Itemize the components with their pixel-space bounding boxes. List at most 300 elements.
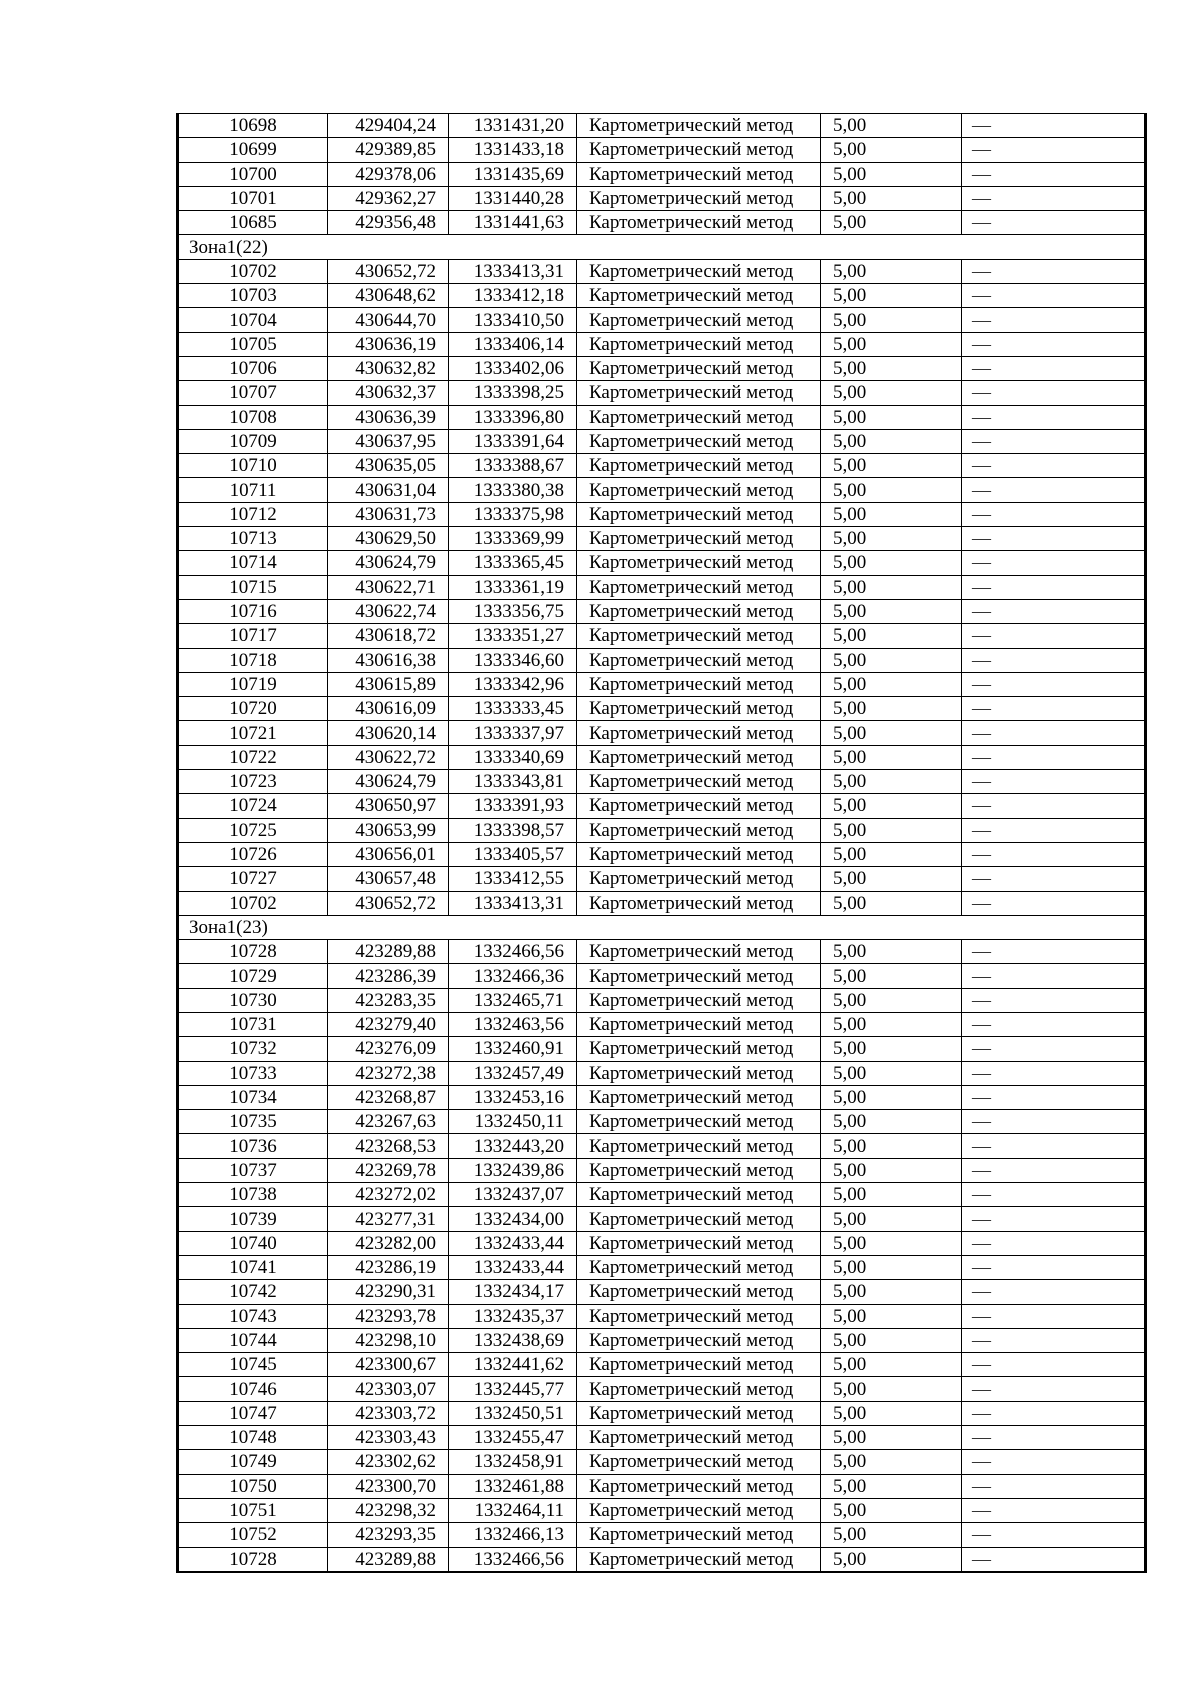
precision-cell: 5,00: [821, 381, 962, 405]
point-number-cell: 10748: [178, 1426, 328, 1450]
y-coordinate-cell: 1332434,17: [449, 1280, 577, 1304]
coordinates-table-body: [178, 114, 1146, 1572]
table-row: [178, 454, 1146, 478]
precision-cell: 5,00: [821, 988, 962, 1012]
y-coordinate-cell: 1332443,20: [449, 1134, 577, 1158]
x-coordinate-cell: 429404,24: [328, 114, 449, 138]
x-coordinate-cell: 430637,95: [328, 429, 449, 453]
y-coordinate-cell: 1332437,07: [449, 1183, 577, 1207]
x-coordinate-cell: 430632,82: [328, 356, 449, 380]
y-coordinate-cell: 1332433,44: [449, 1231, 577, 1255]
y-coordinate-cell: 1333413,31: [449, 259, 577, 283]
x-coordinate-cell: 423290,31: [328, 1280, 449, 1304]
y-coordinate-cell: 1331435,69: [449, 162, 577, 186]
description-cell: —: [962, 1061, 1146, 1085]
method-cell: Картометрический метод: [577, 1328, 821, 1352]
method-cell: Картометрический метод: [577, 770, 821, 794]
precision-cell: 5,00: [821, 1110, 962, 1134]
table-row: [178, 818, 1146, 842]
description-cell: —: [962, 770, 1146, 794]
point-number-cell: 10717: [178, 624, 328, 648]
precision-cell: 5,00: [821, 1085, 962, 1109]
method-cell: Картометрический метод: [577, 211, 821, 235]
method-cell: Картометрический метод: [577, 356, 821, 380]
point-number-cell: 10724: [178, 794, 328, 818]
precision-cell: 5,00: [821, 770, 962, 794]
point-number-cell: 10737: [178, 1158, 328, 1182]
table-row: [178, 697, 1146, 721]
point-number-cell: 10729: [178, 964, 328, 988]
y-coordinate-cell: 1332441,62: [449, 1353, 577, 1377]
method-cell: Картометрический метод: [577, 1377, 821, 1401]
method-cell: Картометрический метод: [577, 672, 821, 696]
y-coordinate-cell: 1333346,60: [449, 648, 577, 672]
point-number-cell: 10747: [178, 1401, 328, 1425]
point-number-cell: 10700: [178, 162, 328, 186]
method-cell: Картометрический метод: [577, 1426, 821, 1450]
table-row: [178, 429, 1146, 453]
method-cell: Картометрический метод: [577, 259, 821, 283]
table-row: [178, 114, 1146, 138]
method-cell: Картометрический метод: [577, 308, 821, 332]
description-cell: —: [962, 356, 1146, 380]
method-cell: Картометрический метод: [577, 162, 821, 186]
precision-cell: 5,00: [821, 818, 962, 842]
method-cell: Картометрический метод: [577, 964, 821, 988]
description-cell: —: [962, 721, 1146, 745]
method-cell: Картометрический метод: [577, 454, 821, 478]
description-cell: —: [962, 284, 1146, 308]
x-coordinate-cell: 430636,39: [328, 405, 449, 429]
x-coordinate-cell: 423289,88: [328, 1547, 449, 1572]
description-cell: —: [962, 1037, 1146, 1061]
y-coordinate-cell: 1332463,56: [449, 1012, 577, 1036]
method-cell: Картометрический метод: [577, 527, 821, 551]
y-coordinate-cell: 1333413,31: [449, 891, 577, 915]
description-cell: —: [962, 940, 1146, 964]
document-page: [176, 113, 1144, 1573]
point-number-cell: 10743: [178, 1304, 328, 1328]
y-coordinate-cell: 1333337,97: [449, 721, 577, 745]
point-number-cell: 10715: [178, 575, 328, 599]
precision-cell: 5,00: [821, 1255, 962, 1279]
method-cell: Картометрический метод: [577, 842, 821, 866]
zone-header-row: [178, 235, 1146, 259]
description-cell: —: [962, 1207, 1146, 1231]
description-cell: —: [962, 1547, 1146, 1572]
table-row: [178, 1037, 1146, 1061]
x-coordinate-cell: 430652,72: [328, 259, 449, 283]
point-number-cell: 10749: [178, 1450, 328, 1474]
point-number-cell: 10705: [178, 332, 328, 356]
method-cell: Картометрический метод: [577, 1304, 821, 1328]
x-coordinate-cell: 423283,35: [328, 988, 449, 1012]
point-number-cell: 10750: [178, 1474, 328, 1498]
description-cell: —: [962, 1523, 1146, 1547]
method-cell: Картометрический метод: [577, 794, 821, 818]
y-coordinate-cell: 1333343,81: [449, 770, 577, 794]
y-coordinate-cell: 1333398,25: [449, 381, 577, 405]
x-coordinate-cell: 423268,53: [328, 1134, 449, 1158]
table-row: [178, 721, 1146, 745]
point-number-cell: 10704: [178, 308, 328, 332]
description-cell: —: [962, 381, 1146, 405]
table-row: [178, 940, 1146, 964]
table-row: [178, 405, 1146, 429]
precision-cell: 5,00: [821, 648, 962, 672]
method-cell: Картометрический метод: [577, 648, 821, 672]
description-cell: —: [962, 551, 1146, 575]
method-cell: Картометрический метод: [577, 1061, 821, 1085]
y-coordinate-cell: 1332434,00: [449, 1207, 577, 1231]
description-cell: —: [962, 1280, 1146, 1304]
precision-cell: 5,00: [821, 186, 962, 210]
point-number-cell: 10698: [178, 114, 328, 138]
method-cell: Картометрический метод: [577, 284, 821, 308]
x-coordinate-cell: 430631,04: [328, 478, 449, 502]
y-coordinate-cell: 1333402,06: [449, 356, 577, 380]
precision-cell: 5,00: [821, 1474, 962, 1498]
precision-cell: 5,00: [821, 527, 962, 551]
point-number-cell: 10730: [178, 988, 328, 1012]
precision-cell: 5,00: [821, 697, 962, 721]
x-coordinate-cell: 423289,88: [328, 940, 449, 964]
description-cell: —: [962, 1085, 1146, 1109]
x-coordinate-cell: 423272,38: [328, 1061, 449, 1085]
description-cell: —: [962, 478, 1146, 502]
table-row: [178, 794, 1146, 818]
description-cell: —: [962, 988, 1146, 1012]
table-row: [178, 308, 1146, 332]
x-coordinate-cell: 429378,06: [328, 162, 449, 186]
description-cell: —: [962, 1255, 1146, 1279]
precision-cell: 5,00: [821, 867, 962, 891]
y-coordinate-cell: 1332455,47: [449, 1426, 577, 1450]
x-coordinate-cell: 430615,89: [328, 672, 449, 696]
x-coordinate-cell: 430636,19: [328, 332, 449, 356]
x-coordinate-cell: 423303,43: [328, 1426, 449, 1450]
table-row: [178, 867, 1146, 891]
table-row: [178, 162, 1146, 186]
precision-cell: 5,00: [821, 1231, 962, 1255]
table-row: [178, 1110, 1146, 1134]
x-coordinate-cell: 429389,85: [328, 138, 449, 162]
precision-cell: 5,00: [821, 332, 962, 356]
point-number-cell: 10725: [178, 818, 328, 842]
y-coordinate-cell: 1332466,56: [449, 1547, 577, 1572]
y-coordinate-cell: 1332445,77: [449, 1377, 577, 1401]
table-row: [178, 988, 1146, 1012]
y-coordinate-cell: 1332450,11: [449, 1110, 577, 1134]
x-coordinate-cell: 423303,72: [328, 1401, 449, 1425]
point-number-cell: 10702: [178, 259, 328, 283]
table-row: [178, 1474, 1146, 1498]
method-cell: Картометрический метод: [577, 405, 821, 429]
point-number-cell: 10722: [178, 745, 328, 769]
precision-cell: 5,00: [821, 114, 962, 138]
x-coordinate-cell: 430622,72: [328, 745, 449, 769]
point-number-cell: 10718: [178, 648, 328, 672]
y-coordinate-cell: 1333391,64: [449, 429, 577, 453]
point-number-cell: 10702: [178, 891, 328, 915]
precision-cell: 5,00: [821, 162, 962, 186]
table-row: [178, 1183, 1146, 1207]
y-coordinate-cell: 1333410,50: [449, 308, 577, 332]
precision-cell: 5,00: [821, 1353, 962, 1377]
description-cell: —: [962, 867, 1146, 891]
precision-cell: 5,00: [821, 940, 962, 964]
y-coordinate-cell: 1333342,96: [449, 672, 577, 696]
description-cell: —: [962, 1498, 1146, 1522]
description-cell: —: [962, 1353, 1146, 1377]
table-row: [178, 1328, 1146, 1352]
precision-cell: 5,00: [821, 1280, 962, 1304]
precision-cell: 5,00: [821, 1183, 962, 1207]
description-cell: —: [962, 405, 1146, 429]
x-coordinate-cell: 430656,01: [328, 842, 449, 866]
x-coordinate-cell: 430616,38: [328, 648, 449, 672]
y-coordinate-cell: 1332466,36: [449, 964, 577, 988]
y-coordinate-cell: 1333365,45: [449, 551, 577, 575]
description-cell: —: [962, 186, 1146, 210]
table-row: [178, 478, 1146, 502]
description-cell: —: [962, 1377, 1146, 1401]
y-coordinate-cell: 1332453,16: [449, 1085, 577, 1109]
description-cell: —: [962, 1328, 1146, 1352]
point-number-cell: 10728: [178, 940, 328, 964]
point-number-cell: 10685: [178, 211, 328, 235]
method-cell: Картометрический метод: [577, 721, 821, 745]
x-coordinate-cell: 430652,72: [328, 891, 449, 915]
table-row: [178, 332, 1146, 356]
zone-label: Зона1(23): [178, 915, 1146, 939]
x-coordinate-cell: 430622,71: [328, 575, 449, 599]
table-row: [178, 1061, 1146, 1085]
y-coordinate-cell: 1331431,20: [449, 114, 577, 138]
precision-cell: 5,00: [821, 599, 962, 623]
method-cell: Картометрический метод: [577, 332, 821, 356]
description-cell: —: [962, 745, 1146, 769]
y-coordinate-cell: 1333333,45: [449, 697, 577, 721]
description-cell: —: [962, 1231, 1146, 1255]
point-number-cell: 10736: [178, 1134, 328, 1158]
x-coordinate-cell: 430644,70: [328, 308, 449, 332]
table-row: [178, 138, 1146, 162]
description-cell: —: [962, 1450, 1146, 1474]
method-cell: Картометрический метод: [577, 1547, 821, 1572]
point-number-cell: 10716: [178, 599, 328, 623]
table-row: [178, 1255, 1146, 1279]
x-coordinate-cell: 423300,67: [328, 1353, 449, 1377]
y-coordinate-cell: 1333361,19: [449, 575, 577, 599]
description-cell: —: [962, 818, 1146, 842]
x-coordinate-cell: 430632,37: [328, 381, 449, 405]
method-cell: Картометрический метод: [577, 1280, 821, 1304]
point-number-cell: 10746: [178, 1377, 328, 1401]
precision-cell: 5,00: [821, 284, 962, 308]
method-cell: Картометрический метод: [577, 551, 821, 575]
table-row: [178, 1280, 1146, 1304]
point-number-cell: 10742: [178, 1280, 328, 1304]
x-coordinate-cell: 430657,48: [328, 867, 449, 891]
x-coordinate-cell: 423298,10: [328, 1328, 449, 1352]
point-number-cell: 10720: [178, 697, 328, 721]
description-cell: —: [962, 1134, 1146, 1158]
description-cell: —: [962, 1304, 1146, 1328]
y-coordinate-cell: 1332465,71: [449, 988, 577, 1012]
x-coordinate-cell: 430622,74: [328, 599, 449, 623]
point-number-cell: 10732: [178, 1037, 328, 1061]
precision-cell: 5,00: [821, 1012, 962, 1036]
table-row: [178, 648, 1146, 672]
description-cell: —: [962, 648, 1146, 672]
x-coordinate-cell: 430620,14: [328, 721, 449, 745]
y-coordinate-cell: 1332457,49: [449, 1061, 577, 1085]
method-cell: Картометрический метод: [577, 478, 821, 502]
method-cell: Картометрический метод: [577, 575, 821, 599]
y-coordinate-cell: 1332458,91: [449, 1450, 577, 1474]
point-number-cell: 10703: [178, 284, 328, 308]
x-coordinate-cell: 423267,63: [328, 1110, 449, 1134]
table-row: [178, 575, 1146, 599]
y-coordinate-cell: 1332438,69: [449, 1328, 577, 1352]
y-coordinate-cell: 1333369,99: [449, 527, 577, 551]
point-number-cell: 10721: [178, 721, 328, 745]
method-cell: Картометрический метод: [577, 1255, 821, 1279]
y-coordinate-cell: 1331440,28: [449, 186, 577, 210]
table-row: [178, 186, 1146, 210]
point-number-cell: 10719: [178, 672, 328, 696]
description-cell: —: [962, 1012, 1146, 1036]
point-number-cell: 10723: [178, 770, 328, 794]
method-cell: Картометрический метод: [577, 745, 821, 769]
method-cell: Картометрический метод: [577, 1401, 821, 1425]
y-coordinate-cell: 1333396,80: [449, 405, 577, 429]
table-row: [178, 1377, 1146, 1401]
table-row: [178, 502, 1146, 526]
method-cell: Картометрический метод: [577, 988, 821, 1012]
y-coordinate-cell: 1332439,86: [449, 1158, 577, 1182]
x-coordinate-cell: 430635,05: [328, 454, 449, 478]
description-cell: —: [962, 1474, 1146, 1498]
point-number-cell: 10731: [178, 1012, 328, 1036]
y-coordinate-cell: 1333406,14: [449, 332, 577, 356]
y-coordinate-cell: 1333340,69: [449, 745, 577, 769]
table-row: [178, 259, 1146, 283]
y-coordinate-cell: 1332450,51: [449, 1401, 577, 1425]
y-coordinate-cell: 1332466,56: [449, 940, 577, 964]
precision-cell: 5,00: [821, 1377, 962, 1401]
description-cell: —: [962, 794, 1146, 818]
table-row: [178, 1498, 1146, 1522]
table-row: [178, 745, 1146, 769]
x-coordinate-cell: 429362,27: [328, 186, 449, 210]
x-coordinate-cell: 423303,07: [328, 1377, 449, 1401]
point-number-cell: 10707: [178, 381, 328, 405]
x-coordinate-cell: 430624,79: [328, 770, 449, 794]
description-cell: —: [962, 1401, 1146, 1425]
description-cell: —: [962, 429, 1146, 453]
table-row: [178, 1085, 1146, 1109]
method-cell: Картометрический метод: [577, 1474, 821, 1498]
y-coordinate-cell: 1332461,88: [449, 1474, 577, 1498]
x-coordinate-cell: 423282,00: [328, 1231, 449, 1255]
point-number-cell: 10699: [178, 138, 328, 162]
method-cell: Картометрический метод: [577, 1110, 821, 1134]
method-cell: Картометрический метод: [577, 502, 821, 526]
method-cell: Картометрический метод: [577, 114, 821, 138]
point-number-cell: 10751: [178, 1498, 328, 1522]
zone-header-row: [178, 915, 1146, 939]
point-number-cell: 10706: [178, 356, 328, 380]
table-row: [178, 284, 1146, 308]
method-cell: Картометрический метод: [577, 1523, 821, 1547]
point-number-cell: 10744: [178, 1328, 328, 1352]
precision-cell: 5,00: [821, 1061, 962, 1085]
table-row: [178, 1304, 1146, 1328]
x-coordinate-cell: 423286,39: [328, 964, 449, 988]
table-row: [178, 1450, 1146, 1474]
point-number-cell: 10708: [178, 405, 328, 429]
method-cell: Картометрический метод: [577, 1037, 821, 1061]
point-number-cell: 10740: [178, 1231, 328, 1255]
description-cell: —: [962, 1158, 1146, 1182]
table-row: [178, 1353, 1146, 1377]
x-coordinate-cell: 423277,31: [328, 1207, 449, 1231]
description-cell: —: [962, 1426, 1146, 1450]
precision-cell: 5,00: [821, 1498, 962, 1522]
x-coordinate-cell: 423279,40: [328, 1012, 449, 1036]
x-coordinate-cell: 423272,02: [328, 1183, 449, 1207]
point-number-cell: 10752: [178, 1523, 328, 1547]
precision-cell: 5,00: [821, 1304, 962, 1328]
method-cell: Картометрический метод: [577, 1498, 821, 1522]
method-cell: Картометрический метод: [577, 940, 821, 964]
table-row: [178, 1012, 1146, 1036]
y-coordinate-cell: 1332435,37: [449, 1304, 577, 1328]
point-number-cell: 10712: [178, 502, 328, 526]
description-cell: —: [962, 672, 1146, 696]
precision-cell: 5,00: [821, 308, 962, 332]
method-cell: Картометрический метод: [577, 1012, 821, 1036]
method-cell: Картометрический метод: [577, 1134, 821, 1158]
point-number-cell: 10726: [178, 842, 328, 866]
description-cell: —: [962, 162, 1146, 186]
precision-cell: 5,00: [821, 1426, 962, 1450]
x-coordinate-cell: 429356,48: [328, 211, 449, 235]
point-number-cell: 10714: [178, 551, 328, 575]
table-row: [178, 1523, 1146, 1547]
method-cell: Картометрический метод: [577, 818, 821, 842]
x-coordinate-cell: 423300,70: [328, 1474, 449, 1498]
description-cell: —: [962, 624, 1146, 648]
table-row: [178, 381, 1146, 405]
point-number-cell: 10728: [178, 1547, 328, 1572]
point-number-cell: 10734: [178, 1085, 328, 1109]
coordinates-table: [176, 113, 1147, 1573]
method-cell: Картометрический метод: [577, 1085, 821, 1109]
precision-cell: 5,00: [821, 1523, 962, 1547]
point-number-cell: 10739: [178, 1207, 328, 1231]
precision-cell: 5,00: [821, 405, 962, 429]
table-row: [178, 211, 1146, 235]
point-number-cell: 10713: [178, 527, 328, 551]
method-cell: Картометрический метод: [577, 1231, 821, 1255]
point-number-cell: 10709: [178, 429, 328, 453]
x-coordinate-cell: 423293,78: [328, 1304, 449, 1328]
precision-cell: 5,00: [821, 794, 962, 818]
description-cell: —: [962, 842, 1146, 866]
